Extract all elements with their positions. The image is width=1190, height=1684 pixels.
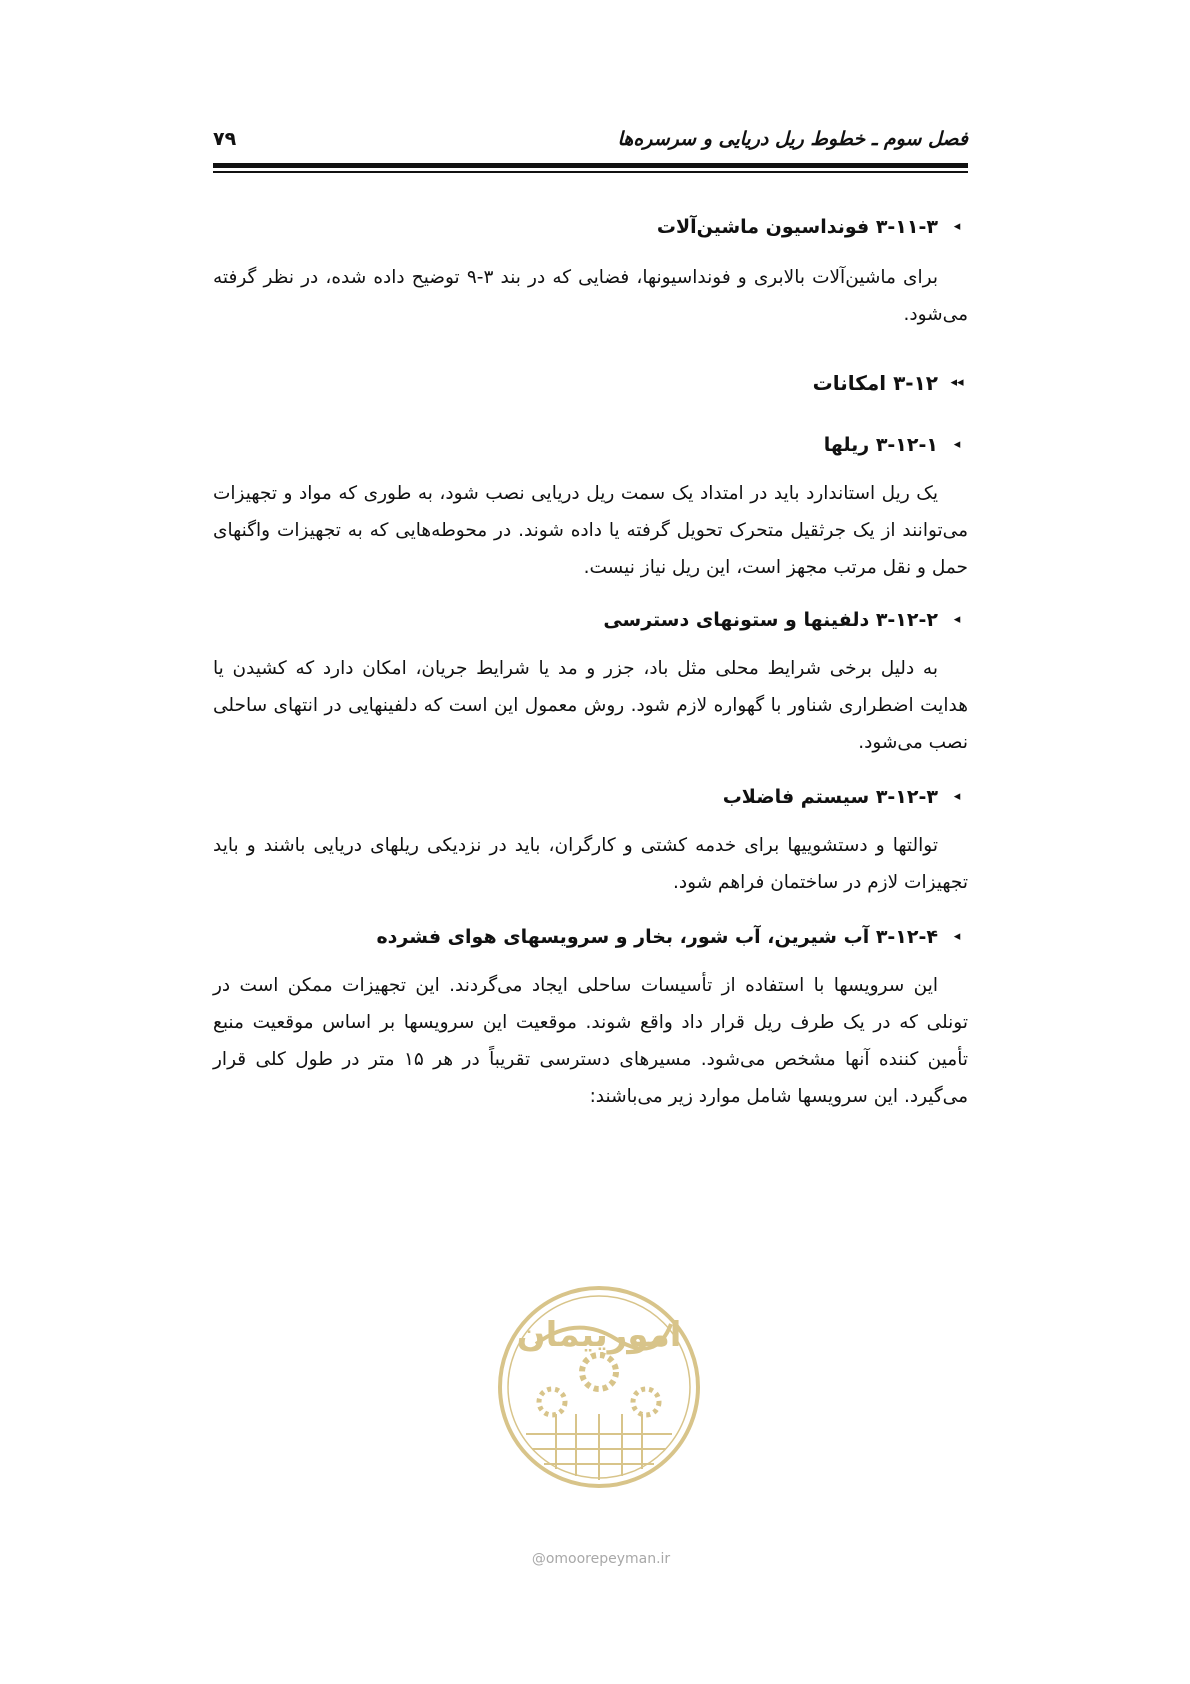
section-heading-text: ۳-۱۲-۱ ریلها xyxy=(823,434,938,456)
section-heading-text: ۳-۱۲-۳ سیستم فاضلاب xyxy=(722,786,938,808)
double-bullet-marker-icon: ◂◂ xyxy=(950,375,964,390)
watermark-seal-logo xyxy=(496,1284,702,1490)
section-paragraph: این سرویسها با استفاده از تأسیسات ساحلی ایجاد می‌گردند. این تجهیزات ممکن است در تونلی که در یک طرف ریل قرار داد واقع شوند. موقعیت این سرویسها بر اساس موقعیت منبع تأمین کننده آنها مشخص می‌شود. مسیرهای دسترسی تقریباً در هر ۱۵ متر در طول کلی قرار می‌گیرد. این سرویسها شامل موارد زیر می‌باشند: xyxy=(213,975,968,1107)
section-paragraph: برای ماشین‌آلات بالابری و فونداسیونها، فضایی که در بند ۳-۹ توضیح داده شده، در نظر گرفته می‌شود. xyxy=(213,267,968,325)
section-heading-text: ۳-۱۲ امکانات xyxy=(812,371,938,395)
bullet-marker-icon: ◂ xyxy=(953,437,961,452)
section-heading xyxy=(213,431,968,459)
seal-text: امورپیمان xyxy=(516,1315,682,1355)
section-heading-text: ۳-۱۱-۳ فونداسیون ماشین‌آلات xyxy=(656,216,938,238)
header-rule-thin xyxy=(213,171,968,173)
section-heading xyxy=(213,606,968,634)
section-paragraph: یک ریل استاندارد باید در امتداد یک سمت ریل دریایی نصب شود، به طوری که مواد و تجهیزات می‌توانند از یک جرثقیل متحرک تحویل گرفته یا داده شوند. در محوطه‌هایی که به تجهیزات واگنهای حمل و نقل مرتب مجهز است، این ریل نیاز نیست. xyxy=(213,483,968,578)
chapter-title: فصل سوم ـ خطوط ریل دریایی و سرسره‌ها xyxy=(617,128,968,150)
section-heading-text: ۳-۱۲-۴ آب شیرین، آب شور، بخار و سرویسهای هوای فشرده xyxy=(376,926,938,948)
section-heading xyxy=(213,783,968,811)
header-rule-thick xyxy=(213,163,968,168)
bullet-marker-icon: ◂ xyxy=(953,219,961,234)
bullet-marker-icon: ◂ xyxy=(953,612,961,627)
section-heading xyxy=(213,923,968,951)
bullet-marker-icon: ◂ xyxy=(953,929,961,944)
major-section-heading xyxy=(213,369,968,397)
watermark-url: @omoorepeyman.ir xyxy=(531,1551,671,1567)
section-heading xyxy=(213,213,968,241)
page-header xyxy=(213,128,968,158)
section-paragraph: به دلیل برخی شرایط محلی مثل باد، جزر و مد یا شرایط جریان، امکان دارد که کشیدن یا هدایت اضطراری شناور با گهواره لازم شود. روش معمول این است که دلفینهایی در انتهای ساحلی نصب می‌شود. xyxy=(213,658,968,753)
page-number: ۷۹ xyxy=(213,128,237,150)
section-heading-text: ۳-۱۲-۲ دلفینها و ستونهای دسترسی xyxy=(603,609,938,631)
bullet-marker-icon: ◂ xyxy=(953,789,961,804)
section-paragraph: توالتها و دستشوییها برای خدمه کشتی و کارگران، باید در نزدیکی ریلهای دریایی باشند و باید تجهیزات لازم در ساختمان فراهم شود. xyxy=(213,835,968,893)
page-content xyxy=(213,213,968,1115)
